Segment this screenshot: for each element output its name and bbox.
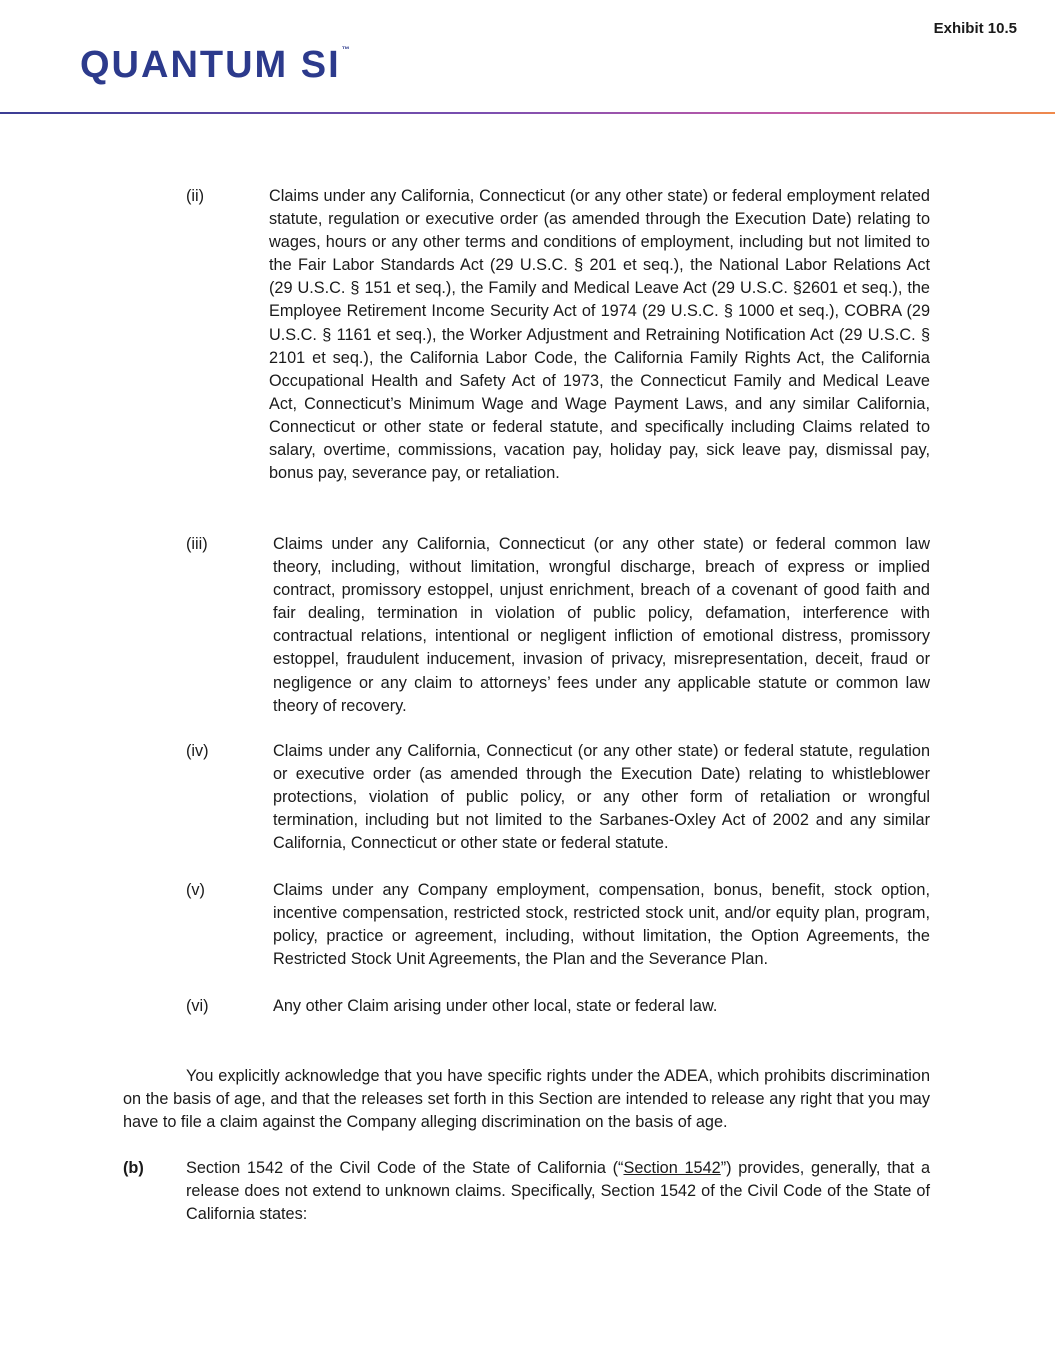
item-text: Claims under any Company employment, compensation, bonus, benefit, stock option, incentive compensation, restricted stock, restricted stock unit, and/or equity plan, program, policy, practice or agreement, including, without limitation, the Option Agreements, the Restricted Stock Unit Agreements, the Plan and the Severance Plan. bbox=[273, 881, 930, 969]
release-item-v bbox=[186, 879, 930, 971]
release-item-iii bbox=[186, 533, 930, 718]
item-text: Claims under any California, Connecticut (or any other state) or federal statute, regulation or executive order (as amended through the Execution Date) relating to whistleblower protections, violation of public policy, or any other form of retaliation or wrongful termination, including but not limited to the Sarbanes-Oxley Act of 2002 and any similar California, Connecticut or other state or federal statute. bbox=[273, 742, 930, 853]
item-text: Any other Claim arising under other local, state or federal law. bbox=[273, 997, 718, 1015]
item-number: (vi) bbox=[186, 997, 209, 1015]
item-number: (ii) bbox=[186, 187, 205, 205]
section-b-text-before: Section 1542 of the Civil Code of the State of California (“ bbox=[186, 1159, 624, 1177]
item-text: Claims under any California, Connecticut (or any other state) or federal common law theory, including, without limitation, wrongful discharge, breach of express or implied contract, promissory estoppel, unjust enrichment, breach of a covenant of good faith and fair dealing, termination in violation of public policy, defamation, interference with contractual relations, intentional or negligent infliction of emotional distress, promissory estoppel, fraudulent inducement, invasion of privacy, misrepresentation, deceit, fraud or negligence or any claim to attorneys’ fees under any applicable statute or common law theory of recovery. bbox=[273, 535, 930, 715]
section-b-text-after: ”) provides, generally, that a release does not extend to unknown claims. Specifically, Section 1542 of the Civil Code of the State of California states: bbox=[186, 1159, 930, 1224]
section-b-text bbox=[186, 1157, 930, 1226]
section-1542-defined-term: Section 1542 bbox=[623, 1159, 721, 1177]
item-number: (v) bbox=[186, 881, 205, 899]
item-number: (iii) bbox=[186, 535, 208, 553]
release-item-ii bbox=[186, 185, 930, 485]
company-logo bbox=[80, 46, 350, 84]
logo-text: QUANTUM SI bbox=[80, 44, 341, 86]
release-item-iv bbox=[186, 740, 930, 855]
logo-trademark: ™ bbox=[341, 45, 350, 54]
section-b bbox=[123, 1157, 930, 1226]
adea-acknowledgment: You explicitly acknowledge that you have specific rights under the ADEA, which prohibits discrimination on the basis of age, and that the releases set forth in this Section are intended to release any right that you may have to file a claim against the Company alleging discrimination on the basis of age. bbox=[123, 1067, 930, 1132]
section-b-label: (b) bbox=[123, 1159, 144, 1177]
item-number: (iv) bbox=[186, 742, 209, 760]
item-text: Claims under any California, Connecticut (or any other state) or federal employment related statute, regulation or executive order (as amended through the Execution Date) relating to wages, hours or any other terms and conditions of employment, including but not limited to the Fair Labor Standards Act (29 U.S.C. § 201 et seq.), the National Labor Relations Act (29 U.S.C. § 151 et seq.), the Family and Medical Leave Act (29 U.S.C. §2601 et seq.), the Employee Retirement Income Security Act of 1974 (29 U.S.C. § 1000 et seq.), COBRA (29 U.S.C. § 1161 et seq.), the Worker Adjustment and Retraining Notification Act (29 U.S.C. § 2101 et seq.), the California Labor Code, the California Family Rights Act, the California Occupational Health and Safety Act of 1973, the Connecticut Family and Medical Leave Act, Connecticut’s Minimum Wage and Wage Payment Laws, and any similar California, Connecticut or other state or federal statute, and specifically including Claims related to salary, overtime, commissions, vacation pay, holiday pay, sick leave pay, dismissal pay, bonus pay, severance pay, or retaliation. bbox=[269, 187, 930, 483]
release-item-vi bbox=[186, 995, 930, 1018]
header-divider bbox=[0, 112, 1055, 114]
exhibit-label: Exhibit 10.5 bbox=[933, 20, 1017, 37]
